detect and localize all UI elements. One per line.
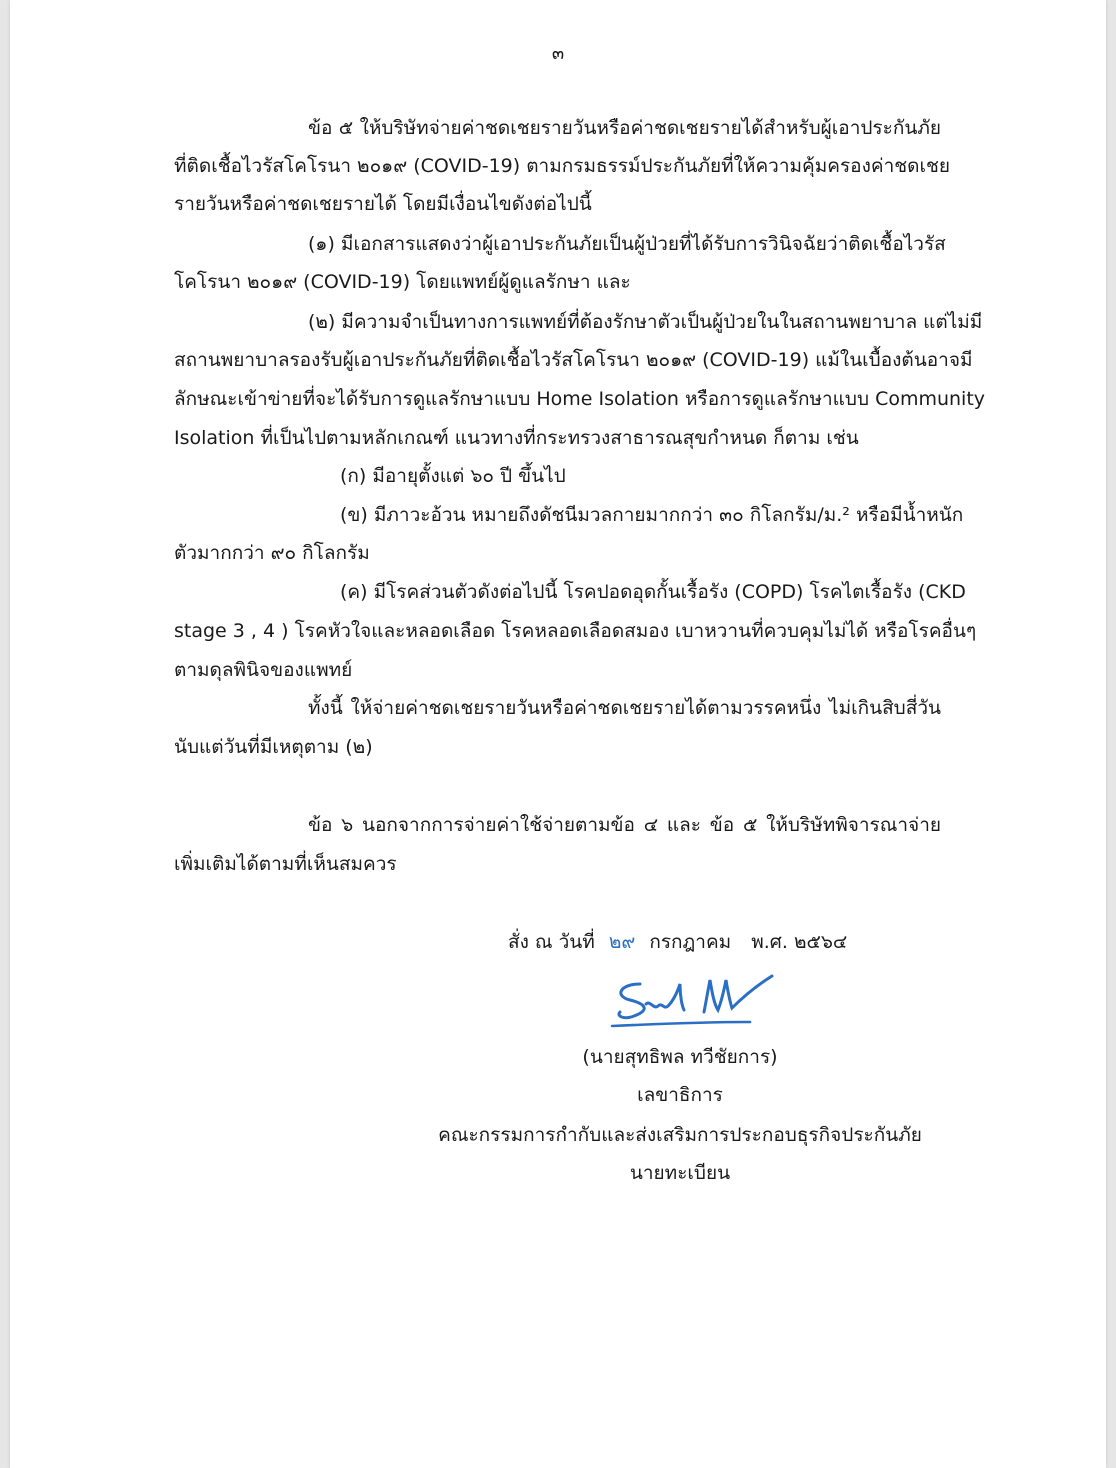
- note-line-2: นับแต่วันที่มีเหตุตาม (๒): [174, 736, 373, 758]
- date-day: ๒๙: [608, 931, 636, 953]
- clause-5-line-2: ที่ติดเชื้อไวรัสโคโรนา ๒๐๑๙ (COVID-19) ตามกรมธรรม์ประกันภัยที่ให้ความคุ้มครองค่าชดเชย: [174, 155, 950, 177]
- clause-6-line-2: เพิ่มเติมได้ตามที่เห็นสมควร: [174, 853, 397, 875]
- sub-item-c-line-3: ตามดุลพินิจของแพทย์: [174, 659, 353, 681]
- note-line-1: ทั้งนี้ ให้จ่ายค่าชดเชยรายวันหรือค่าชดเชยรายได้ตามวรรคหนึ่ง ไม่เกินสิบสี่วัน: [308, 697, 941, 719]
- page-number: ๓: [551, 43, 565, 64]
- item-1-line-1: (๑) มีเอกสารแสดงว่าผู้เอาประกันภัยเป็นผู้ป่วยที่ได้รับการวินิจฉัยว่าติดเชื้อไวรัส: [308, 233, 946, 255]
- signatory-name: (นายสุทธิพล ทวีชัยการ): [582, 1046, 778, 1068]
- sub-item-b-line-1: (ข) มีภาวะอ้วน หมายถึงดัชนีมวลกายมากกว่า ๓๐ กิโลกรัม/ม.² หรือมีน้ำหนัก: [340, 504, 964, 526]
- date-year: พ.ศ. ๒๕๖๔: [751, 931, 848, 953]
- clause-5-line-1: ข้อ ๕ ให้บริษัทจ่ายค่าชดเชยรายวันหรือค่าชดเชยรายได้สำหรับผู้เอาประกันภัย: [308, 117, 941, 139]
- sub-item-a: (ก) มีอายุตั้งแต่ ๖๐ ปี ขึ้นไป: [340, 465, 566, 487]
- date-month: กรกฎาคม: [649, 931, 732, 953]
- sub-item-b-line-2: ตัวมากกว่า ๙๐ กิโลกรัม: [174, 542, 370, 564]
- sub-item-c-line-1: (ค) มีโรคส่วนตัวดังต่อไปนี้ โรคปอดอุดกั้นเรื้อรัง (COPD) โรคไตเรื้อรัง (CKD: [340, 581, 966, 603]
- signatory-position: เลขาธิการ: [637, 1084, 723, 1106]
- registrar-title: นายทะเบียน: [629, 1162, 731, 1184]
- handwritten-signature: [606, 966, 786, 1038]
- sub-item-c-line-2: stage 3 , 4 ) โรคหัวใจและหลอดเลือด โรคหลอดเลือดสมอง เบาหวานที่ควบคุมไม่ได้ หรือโรคอื่นๆ: [174, 620, 977, 642]
- committee-name: คณะกรรมการกำกับและส่งเสริมการประกอบธุรกิจประกันภัย: [438, 1124, 922, 1146]
- document-page: [10, 0, 1106, 1468]
- item-2-line-1: (๒) มีความจำเป็นทางการแพทย์ที่ต้องรักษาตัวเป็นผู้ป่วยในในสถานพยาบาล แต่ไม่มี: [308, 311, 983, 333]
- item-2-line-2: สถานพยาบาลรองรับผู้เอาประกันภัยที่ติดเชื้อไวรัสโคโรนา ๒๐๑๙ (COVID-19) แม้ในเบื้องต้นอาจมี: [174, 349, 973, 371]
- item-1-line-2: โคโรนา ๒๐๑๙ (COVID-19) โดยแพทย์ผู้ดูแลรักษา และ: [174, 271, 631, 293]
- item-2-line-4: Isolation ที่เป็นไปตามหลักเกณฑ์ แนวทางที่กระทรวงสาธารณสุขกำหนด ก็ตาม เช่น: [174, 427, 859, 449]
- clause-6-line-1: ข้อ ๖ นอกจากการจ่ายค่าใช้จ่ายตามข้อ ๔ และ ข้อ ๕ ให้บริษัทพิจารณาจ่าย: [308, 814, 941, 836]
- item-2-line-3: ลักษณะเข้าข่ายที่จะได้รับการดูแลรักษาแบบ Home Isolation หรือการดูแลรักษาแบบ Community: [174, 388, 986, 410]
- clause-5-line-3: รายวันหรือค่าชดเชยรายได้ โดยมีเงื่อนไขดังต่อไปนี้: [174, 193, 592, 215]
- issue-date: [508, 930, 847, 954]
- date-prefix: สั่ง ณ วันที่: [508, 931, 595, 953]
